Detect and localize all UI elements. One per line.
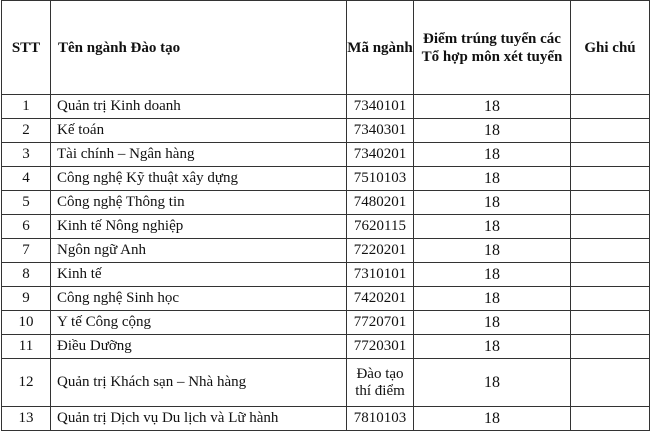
cell-stt: 9	[2, 287, 51, 311]
cell-stt: 7	[2, 239, 51, 263]
cell-major-name: Y tế Công cộng	[51, 311, 347, 335]
cell-score: 18	[414, 359, 571, 407]
header-admission-score: Điểm trúng tuyển các Tổ hợp môn xét tuyển	[414, 1, 571, 95]
header-note: Ghi chú	[571, 1, 650, 95]
cell-note	[571, 359, 650, 407]
table-row	[2, 311, 650, 335]
table-row	[2, 95, 650, 119]
cell-major-code: 7220201	[347, 239, 414, 263]
cell-major-code: Đào tạo thí điểm	[347, 359, 414, 407]
table-row	[2, 287, 650, 311]
cell-major-name: Kinh tế	[51, 263, 347, 287]
cell-note	[571, 95, 650, 119]
table-header-row	[2, 1, 650, 95]
cell-major-code: 7310101	[347, 263, 414, 287]
cell-stt: 5	[2, 191, 51, 215]
cell-major-code: 7340101	[347, 95, 414, 119]
cell-stt: 2	[2, 119, 51, 143]
cell-stt: 8	[2, 263, 51, 287]
cell-stt: 3	[2, 143, 51, 167]
cell-note	[571, 119, 650, 143]
table-row	[2, 407, 650, 431]
cell-major-code: 7340301	[347, 119, 414, 143]
cell-major-name: Công nghệ Thông tin	[51, 191, 347, 215]
cell-major-name: Quản trị Khách sạn – Nhà hàng	[51, 359, 347, 407]
table-row	[2, 119, 650, 143]
table-row	[2, 191, 650, 215]
cell-stt: 6	[2, 215, 51, 239]
cell-score: 18	[414, 95, 571, 119]
table-row	[2, 263, 650, 287]
cell-major-name: Công nghệ Sinh học	[51, 287, 347, 311]
cell-major-code: 7420201	[347, 287, 414, 311]
table-row	[2, 143, 650, 167]
cell-stt: 13	[2, 407, 51, 431]
cell-score: 18	[414, 335, 571, 359]
cell-stt: 4	[2, 167, 51, 191]
cell-stt: 12	[2, 359, 51, 407]
admission-score-table	[1, 0, 650, 431]
cell-score: 18	[414, 239, 571, 263]
cell-note	[571, 215, 650, 239]
cell-major-name: Điều Dưỡng	[51, 335, 347, 359]
table-row	[2, 215, 650, 239]
cell-score: 18	[414, 167, 571, 191]
cell-score: 18	[414, 311, 571, 335]
cell-major-code: 7340201	[347, 143, 414, 167]
cell-major-name: Công nghệ Kỹ thuật xây dựng	[51, 167, 347, 191]
cell-note	[571, 407, 650, 431]
cell-note	[571, 311, 650, 335]
cell-major-name: Kế toán	[51, 119, 347, 143]
cell-major-name: Tài chính – Ngân hàng	[51, 143, 347, 167]
cell-major-code: 7810103	[347, 407, 414, 431]
cell-stt: 11	[2, 335, 51, 359]
header-major-name: Tên ngành Đào tạo	[51, 1, 347, 95]
cell-major-code: 7720301	[347, 335, 414, 359]
cell-note	[571, 167, 650, 191]
cell-note	[571, 239, 650, 263]
cell-note	[571, 287, 650, 311]
cell-stt: 10	[2, 311, 51, 335]
cell-score: 18	[414, 143, 571, 167]
cell-score: 18	[414, 215, 571, 239]
table-row	[2, 335, 650, 359]
cell-score: 18	[414, 287, 571, 311]
cell-note	[571, 191, 650, 215]
cell-major-name: Kinh tế Nông nghiệp	[51, 215, 347, 239]
table-row	[2, 359, 650, 407]
cell-score: 18	[414, 407, 571, 431]
cell-major-name: Ngôn ngữ Anh	[51, 239, 347, 263]
cell-note	[571, 263, 650, 287]
table-row	[2, 239, 650, 263]
cell-score: 18	[414, 119, 571, 143]
cell-major-code: 7480201	[347, 191, 414, 215]
cell-major-name: Quản trị Dịch vụ Du lịch và Lữ hành	[51, 407, 347, 431]
cell-note	[571, 335, 650, 359]
header-major-code: Mã ngành	[347, 1, 414, 95]
cell-major-name: Quản trị Kinh doanh	[51, 95, 347, 119]
table-row	[2, 167, 650, 191]
cell-major-code: 7720701	[347, 311, 414, 335]
header-stt: STT	[2, 1, 51, 95]
cell-stt: 1	[2, 95, 51, 119]
cell-score: 18	[414, 263, 571, 287]
cell-score: 18	[414, 191, 571, 215]
cell-note	[571, 143, 650, 167]
cell-major-code: 7620115	[347, 215, 414, 239]
cell-major-code: 7510103	[347, 167, 414, 191]
